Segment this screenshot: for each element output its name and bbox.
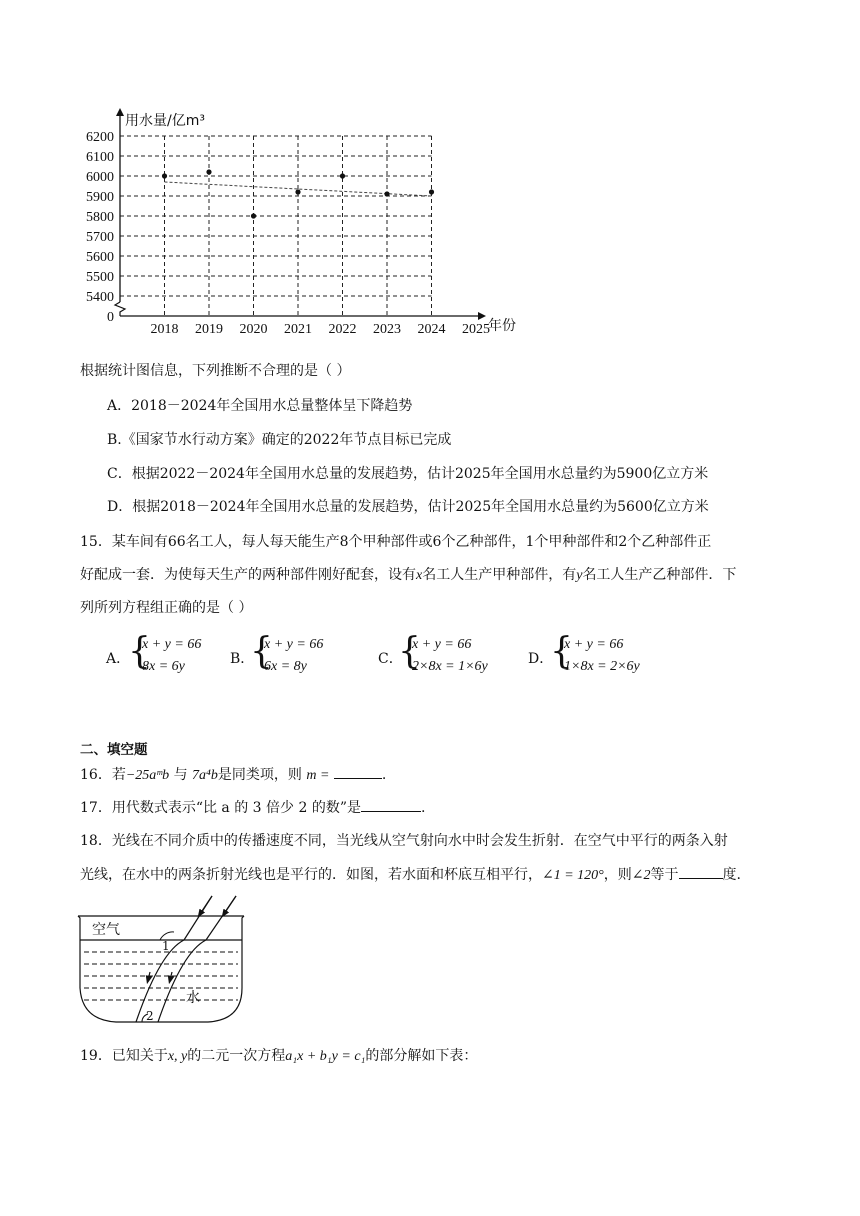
q15-line1: 15．某车间有66名工人，每人每天能生产8个甲种部件或6个乙种部件，1个甲种部件和2个乙种部件正 [80,534,712,550]
data-point [206,169,211,174]
refraction-figure [76,892,248,1032]
water-lines [84,952,238,1000]
q18-angle1: ∠1 = 120° [542,868,604,883]
brace: { [398,631,421,672]
q16-term1: −25aᵐb [125,768,170,783]
q15-line2-c: 名工人生产乙种部件．下 [582,567,737,583]
q15-option-b-eq2: 6x = 8y [264,659,307,674]
data-point [429,189,434,194]
brace: { [550,631,573,672]
air-label: 空气 [92,922,120,938]
q18-answer-blank[interactable] [679,866,723,879]
q15-option-b-eq1: x + y = 66 [264,637,324,652]
q15-option-d-label: D． [528,651,554,667]
q17 [80,797,425,817]
data-point [384,191,389,196]
q17-answer-blank[interactable] [361,799,421,812]
q18-line2-d: 度. [722,867,741,883]
x-axis-title: 年份 [488,318,516,334]
data-point [340,173,345,178]
q16 [80,764,386,784]
q19 [80,1045,477,1065]
water-usage-chart [70,108,540,354]
chart-axes [115,108,486,320]
q18-line2 [80,864,741,884]
q16-term2: 7a⁴b [192,768,218,783]
q15-line2-b: 名工人生产甲种部件，有 [422,567,577,583]
y-tick-label: 5800 [86,210,114,225]
x-tick-label: 2019 [195,322,223,337]
q15-option-b-label: B． [230,651,255,667]
y-tick-label: 0 [107,310,114,325]
y-tick-label: 5900 [86,190,114,205]
q14-option-d: D．根据2018－2024年全国用水总量的发展趋势，估计2025年全国用水总量约为5600亿立方米 [107,499,709,515]
q18-line2-b: ，则 [603,867,632,883]
q17-text: 17．用代数式表示“比 a 的 3 倍少 2 的数”是 [80,800,361,816]
q18-angle2: ∠2 [631,868,651,883]
x-tick-label: 2020 [239,322,268,337]
y-tick-label: 5500 [86,270,114,285]
y-tick-label: 5600 [86,250,114,265]
y-tick-label: 6100 [86,150,114,165]
chart-points [162,169,434,218]
q14-option-a: A．2018－2024年全国用水总量整体呈下降趋势 [107,398,413,414]
q18-line1: 18．光线在不同介质中的传播速度不同，当光线从空气射向水中时会发生折射．在空气中平行的两条入射 [80,833,728,849]
q15-option-a-label: A． [106,651,131,667]
y-axis-arrow [116,108,124,116]
q15-option-d-eq2: 1×8x = 2×6y [564,659,640,674]
q18-line2-c: 等于 [650,867,679,883]
q19-vars: x, y [167,1049,188,1064]
q15-option-d-eq1: x + y = 66 [564,637,624,652]
q16-var: m = [306,768,330,783]
q16-prefix: 16．若 [80,767,126,783]
q15-option-c-eq2: 2×8x = 1×6y [412,659,488,674]
q18-line2-a: 光线，在水中的两条折射光线也是平行的．如图，若水面和杯底互相平行， [80,867,542,883]
q15-option-c-eq1: x + y = 66 [412,637,472,652]
q15-var-y: y [576,568,583,583]
q15-line2 [80,564,736,584]
brace: { [250,631,273,672]
q14-stem: 根据统计图信息，下列推断不合理的是（ ） [80,363,351,379]
section-title: 二、填空题 [80,742,148,758]
x-tick-label: 2024 [417,322,446,337]
brace: { [128,631,151,672]
data-point [162,173,167,178]
q14-option-c: C．根据2022－2024年全国用水总量的发展趋势，估计2025年全国用水总量约为5900亿立方米 [107,466,709,482]
y-tick-label: 5400 [86,290,114,305]
x-tick-label: 2018 [150,322,179,337]
data-point [251,213,256,218]
q16-mid: 与 [173,767,188,783]
angle-2-label: 2 [146,1009,154,1023]
q17-end: . [421,800,426,816]
x-tick-label: 2021 [284,322,312,337]
q16-suffix: 是同类项，则 [217,767,302,783]
x-axis-arrow [478,312,486,320]
q19-equation: a₁x + b₁y = c₁ [285,1049,366,1064]
y-tick-label: 6200 [86,130,114,145]
chart-grid [120,136,432,316]
q16-end: . [381,767,387,783]
q16-answer-blank[interactable] [334,766,382,779]
angle-1-label: 1 [162,939,170,953]
water-label: 水 [186,990,200,1006]
data-point [295,189,300,194]
q19-suffix: 的部分解如下表： [365,1048,478,1064]
x-tick-label: 2022 [328,322,357,337]
q15-option-c-label: C． [378,651,403,667]
q14-option-b: B.《国家节水行动方案》确定的2022年节点目标已完成 [107,432,452,448]
y-axis-title: 用水量/亿m³ [125,113,205,129]
y-tick-label: 5700 [86,230,114,245]
x-tick-label: 2023 [373,322,401,337]
q15-line3: 列所列方程组正确的是（ ） [80,600,253,616]
q15-option-a-eq2: 8x = 6y [142,659,185,674]
q19-mid: 的二元一次方程 [187,1048,286,1064]
q15-line2-a: 好配成一套．为使每天生产的两种部件刚好配套，设有 [80,567,416,583]
q15-var-x: x [416,568,423,583]
chart-labels [86,112,516,337]
q15-option-a-eq1: x + y = 66 [142,637,202,652]
x-tick-label: 2025 [462,322,490,337]
y-tick-label: 6000 [86,170,114,185]
q19-prefix: 19．已知关于 [80,1048,168,1064]
axis-break [115,302,125,316]
